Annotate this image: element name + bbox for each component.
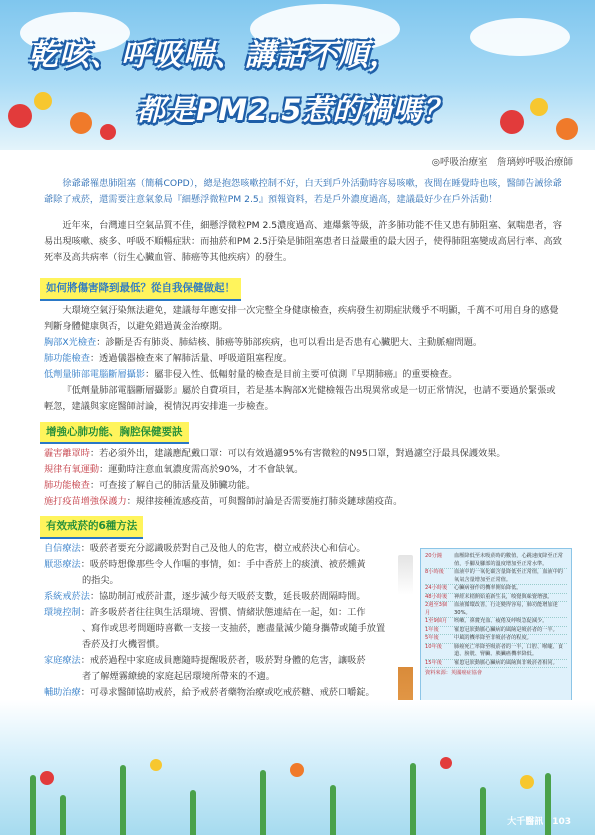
- item-continuation: 的指尖。: [82, 574, 119, 586]
- flower-decoration: [530, 98, 548, 116]
- flower-decoration: [500, 110, 524, 134]
- flower-decoration: [40, 771, 54, 785]
- panel-text: 咳嗽、鼻竇充血、疲倦及呼吸急促減少。: [454, 618, 548, 625]
- list-item: [44, 541, 389, 557]
- flower-decoration: [150, 759, 162, 771]
- grass-decoration: [30, 775, 36, 835]
- item-keyword: 厭惡療法: [44, 558, 81, 570]
- item-keyword: 輔助治療: [44, 687, 81, 699]
- item-continuation: 、寫作或思考問題時喜歡一支接一支抽菸，應盡量減少隨身攜帶或隨手放置香菸及打火機習慣。: [82, 623, 386, 651]
- footer-meadow: [0, 700, 595, 835]
- section-heading: 增強心肺功能、胸腔保健要訣: [40, 422, 189, 444]
- panel-row: [425, 553, 567, 569]
- panel-row: [425, 635, 567, 644]
- quit-benefits-panel: [420, 548, 572, 718]
- flower-decoration: [440, 757, 452, 769]
- header-banner: [0, 0, 595, 150]
- list-item: [44, 462, 564, 478]
- grass-decoration: [480, 787, 486, 835]
- panel-time: 1至9個月: [425, 618, 448, 625]
- author-byline: ◎呼吸治療室 詹璃婷呼吸治療師: [431, 157, 573, 168]
- item-text: ：屬非侵入性、低輻射量的檢查是目前主要可偵測『早期肺癌』的重要檢查。: [145, 369, 458, 381]
- cloud-decoration: [470, 18, 570, 56]
- list-item: [44, 589, 389, 605]
- panel-time: 24小時後: [425, 585, 448, 592]
- page-title-line-1: 乾咳、呼吸喘、講話不順，: [28, 38, 400, 73]
- item-keyword: 肺功能檢查: [44, 353, 90, 365]
- item-keyword: 系統戒菸法: [44, 590, 90, 602]
- item-text: ：許多吸菸者往往與生活環境、習慣、情緒狀態連結在一起，如：工作: [80, 607, 366, 618]
- panel-text: 肺癌死亡率降至吸菸者的一半，口腔、喉嚨、食道、膀胱、腎臟、胰臟癌機率降低。: [454, 643, 563, 658]
- panel-text: 中風的機率降至非吸菸者的程度。: [454, 635, 532, 642]
- item-text: ：吸菸時想像那些令人作嘔的事情，如：手中香菸上的痰漬、被菸燻黃: [80, 558, 366, 570]
- item-keyword: 施打疫苗增強保護力: [44, 496, 127, 508]
- paragraph: 『低劑量肺部電腦斷層攝影』屬於自費項目，若是基本胸部X光健檢報告出現異常或是一切正常情況，也請不要過於緊張或輕忽，建議與家庭醫師討論，視情況再安排進一步檢查。: [44, 385, 556, 413]
- grass-decoration: [120, 765, 126, 835]
- item-text: ：運動時注意血氧濃度需高於90%，才不會缺氧。: [99, 463, 304, 475]
- item-keyword: 霾害離罩時: [44, 447, 90, 459]
- panel-text: 心臟病發作的機率開始降低。: [454, 585, 522, 592]
- item-text: ：戒菸過程中家庭成員應隨時提醒吸菸者，吸菸對身體的危害，讓吸菸: [80, 655, 366, 667]
- intro-paragraph: 徐爺爺罹患肺阻塞（簡稱COPD），總是抱怨咳嗽控制不好，白天到戶外活動時容易咳嗽，夜間在睡覺時也咳，醫師告誡徐爺爺除了戒菸，還需要注意氣象局『細懸浮微粒PM 2.5』預報資料，若是戶外濃度過高，建議最好少在戶外活動！: [44, 178, 562, 206]
- panel-time: 8小時後: [425, 569, 444, 576]
- panel-row: [425, 618, 567, 627]
- list-item: [44, 653, 389, 669]
- flower-decoration: [290, 763, 304, 777]
- item-keyword: 環境控制: [44, 607, 81, 618]
- panel-source: 資料來源：英國癌症協會: [425, 670, 483, 677]
- panel-row: [425, 660, 567, 669]
- item-text: ：若必須外出，建議應配戴口罩：可以有效過濾95%有害微粒的N95口罩，對過濾空汙最具保護效果。: [89, 447, 506, 459]
- item-keyword: 規律有氧運動: [44, 463, 100, 475]
- list-item: [44, 335, 564, 351]
- list-item: [44, 494, 564, 510]
- paragraph: 近年來，台灣連日空氣品質不佳，細懸浮微粒PM 2.5濃度過高、連爆紫等級，許多肺功能不佳又患有肺阻塞、氣喘患者，容易出現咳嗽、痰多、呼吸不順暢症狀：而抽菸和PM 2.5汙染是肺阻塞患者日益嚴重的最大因子，使得肺阻塞變成高居行率、高致死率及高共病率（衍生心臟血管、肺癌等其他疾病）的發生。: [44, 220, 562, 264]
- quit-smoking-list: [44, 541, 389, 702]
- panel-row: [425, 585, 567, 594]
- item-text: ：協助制訂戒菸計畫，逐步減少每天吸菸支數，延長吸菸間隔時間。: [89, 590, 366, 602]
- list-item: [44, 446, 564, 462]
- grass-decoration: [260, 770, 266, 835]
- item-keyword: 肺功能檢查: [44, 480, 90, 492]
- section-heading: 如何將傷害降到最低？從自我保健做起！: [40, 278, 241, 300]
- list-item: [44, 557, 389, 573]
- panel-text: 罹患冠狀動脈心臟病的風險與非吸菸者相同。: [454, 659, 558, 666]
- item-keyword: 胸部X光檢查: [44, 337, 97, 349]
- item-text: ：規律接種流感疫苗，可與醫師討論是否需要施打肺炎鏈球菌疫苗。: [126, 496, 403, 508]
- list-item: [44, 478, 564, 494]
- item-text: ：透過儀器檢查來了解肺活量、呼吸道阻塞程度。: [89, 353, 293, 365]
- panel-time: 48小時後: [425, 593, 448, 600]
- item-keyword: 家庭療法: [44, 655, 81, 667]
- panel-row: [425, 602, 567, 618]
- list-item: [44, 351, 564, 367]
- panel-text: 罹患冠狀動脈心臟病的風險是吸菸者的一半。: [454, 626, 558, 633]
- grass-decoration: [190, 790, 196, 835]
- panel-time: 10年後: [425, 643, 442, 650]
- page-number: 大千醫訊 103: [507, 817, 571, 827]
- flower-decoration: [100, 124, 116, 140]
- flower-decoration: [8, 104, 32, 128]
- panel-time: 1年後: [425, 626, 439, 633]
- item-continuation: 者了解煙霧繚繞的家庭起居環境所帶來的不適。: [82, 671, 275, 683]
- item-text: ：可查接了解自己的肺活量及肺臟功能。: [89, 480, 256, 492]
- grass-decoration: [330, 785, 336, 835]
- panel-time: 2週至3個月: [425, 602, 448, 616]
- page-title-line-2: 都是PM2.5惹的禍嗎？: [136, 93, 453, 127]
- cigarette-illustration: [398, 555, 413, 715]
- panel-text: 血液循環改善，行走變得容易，肺功能增加達30%。: [454, 602, 558, 616]
- panel-text: 血壓降低至未吸菸時的數值，心跳速度降至正常值，手腳及腳部的溫度增加至正常水準。: [454, 553, 563, 567]
- panel-text: 神經末梢開始重新生長，嗅覺與味覺增強。: [454, 593, 553, 600]
- panel-row: [425, 594, 567, 603]
- list-item: [44, 605, 389, 621]
- item-text: ：診斷是否有肺炎、肺結核、肺癌等肺部疾病，也可以看出是否患有心臟肥大、主動脈瘤問題。: [96, 337, 483, 349]
- grass-decoration: [410, 763, 416, 835]
- section-heading: 有效戒菸的6種方法: [40, 516, 143, 538]
- panel-row: [425, 644, 567, 660]
- flower-decoration: [34, 92, 52, 110]
- paragraph: 大環境空氣汙染無法避免，建議每年應安排一次完整全身健康檢查，疾病發生初期症狀幾乎不明顯，千萬不可用自身的感覺判斷身體健康與否，以避免錯過黃金治療期。: [44, 304, 559, 332]
- list-item: [44, 367, 564, 383]
- item-text: ：吸菸者要充分認識吸菸對自己及他人的危害，樹立戒菸決心和信心。: [80, 542, 366, 554]
- item-keyword: 低劑量肺部電腦斷層攝影: [44, 369, 146, 381]
- grass-decoration: [60, 795, 66, 835]
- item-keyword: 自信療法: [44, 542, 81, 554]
- flower-decoration: [520, 775, 534, 789]
- panel-time: 5年後: [425, 635, 439, 642]
- panel-time: 15年後: [425, 659, 442, 666]
- flower-decoration: [70, 112, 92, 134]
- flower-decoration: [556, 118, 578, 140]
- panel-time: 20分鐘: [425, 553, 442, 559]
- panel-row: [425, 569, 567, 585]
- panel-text: 血液中的一氧化碳含量降低至正常值，血液中的氧氣含量增加至正常值。: [454, 569, 563, 583]
- item-text: ：可尋求醫師協助戒菸，給予戒菸者藥物治療或吃戒菸糖、戒菸口嚼錠。: [80, 687, 375, 699]
